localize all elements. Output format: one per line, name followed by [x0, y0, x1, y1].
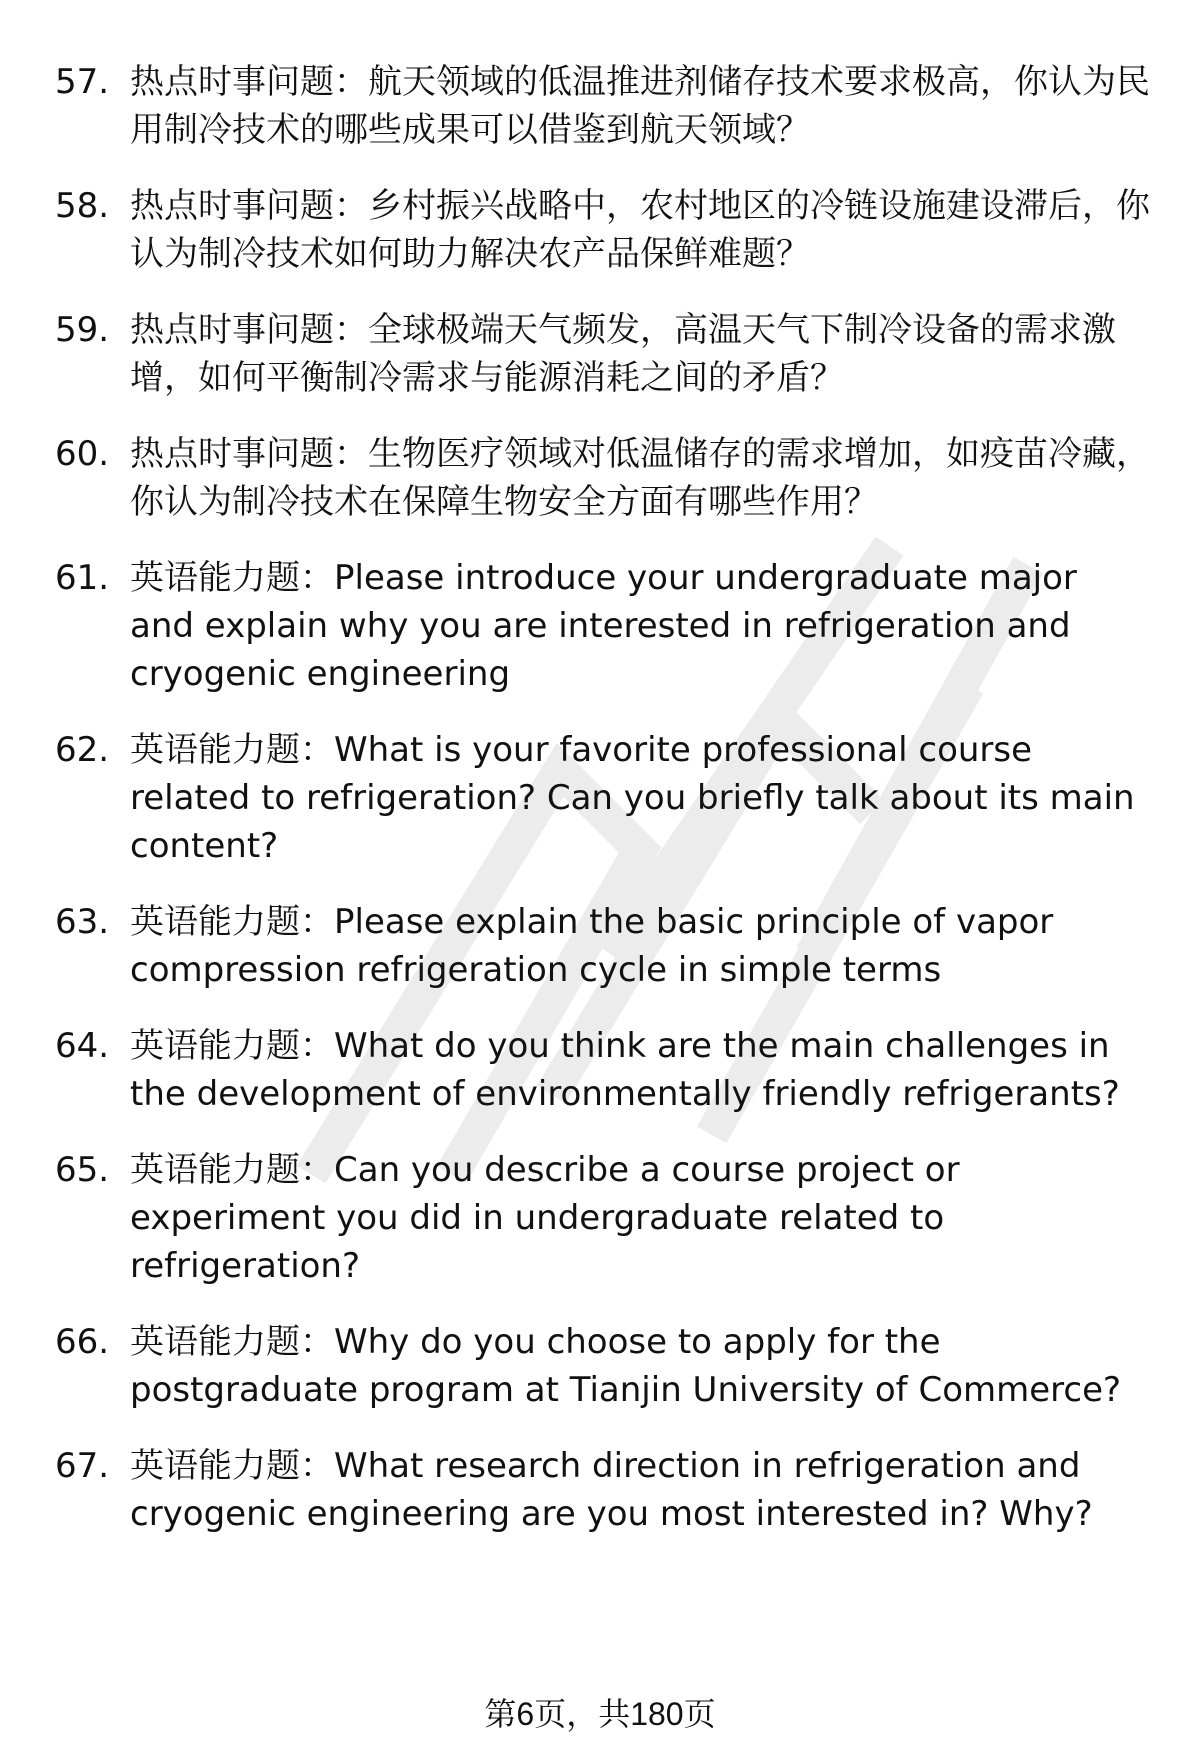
question-item: [0, 306, 1200, 402]
question-text: 全球极端天气频发，高温天气下制冷设备的需求激增，如何平衡制冷需求与能源消耗之间的矛盾？: [130, 310, 1116, 398]
question-item: [0, 554, 1200, 698]
question-number: 61.: [55, 558, 110, 598]
question-number: 63.: [55, 902, 110, 942]
question-category: 英语能力题：: [130, 1322, 334, 1362]
question-category: 英语能力题：: [130, 558, 334, 598]
question-text: Please explain the basic principle of vapor compression refrigeration cycle in simple terms: [130, 902, 1054, 990]
question-number: 57.: [55, 62, 110, 102]
question-body: [130, 1442, 1150, 1538]
question-number: 60.: [55, 434, 110, 474]
question-item: [0, 430, 1200, 526]
question-category: 英语能力题：: [130, 1026, 334, 1066]
question-body: [130, 306, 1150, 402]
question-text: What research direction in refrigeration and cryogenic engineering are you most interested in? Why?: [130, 1446, 1093, 1534]
question-body: [130, 554, 1150, 698]
question-item: [0, 1442, 1200, 1538]
question-body: [130, 182, 1150, 278]
question-number: 59.: [55, 310, 110, 350]
question-number: 62.: [55, 730, 110, 770]
question-text: Can you describe a course project or experiment you did in undergraduate related to refrigeration?: [130, 1150, 960, 1286]
question-item: [0, 1022, 1200, 1118]
question-number: 67.: [55, 1446, 110, 1486]
question-category: 英语能力题：: [130, 730, 334, 770]
question-body: [130, 1022, 1150, 1118]
question-body: [130, 1146, 1150, 1290]
question-item: [0, 1146, 1200, 1290]
question-body: [130, 898, 1150, 994]
question-number: 64.: [55, 1026, 110, 1066]
question-item: [0, 726, 1200, 870]
question-body: [130, 58, 1150, 154]
question-body: [130, 1318, 1150, 1414]
question-item: [0, 182, 1200, 278]
question-text: 航天领域的低温推进剂储存技术要求极高，你认为民用制冷技术的哪些成果可以借鉴到航天领域？: [130, 62, 1150, 150]
question-category: 热点时事问题：: [130, 186, 368, 226]
question-number: 66.: [55, 1322, 110, 1362]
question-category: 热点时事问题：: [130, 62, 368, 102]
question-item: [0, 58, 1200, 154]
question-category: 热点时事问题：: [130, 310, 368, 350]
question-item: [0, 898, 1200, 994]
question-item: [0, 1318, 1200, 1414]
question-text: 生物医疗领域对低温储存的需求增加，如疫苗冷藏，你认为制冷技术在保障生物安全方面有哪些作用？: [130, 434, 1150, 522]
question-category: 热点时事问题：: [130, 434, 368, 474]
question-number: 65.: [55, 1150, 110, 1190]
question-text: What is your favorite professional course related to refrigeration? Can you briefly talk about its main content?: [130, 730, 1135, 866]
question-category: 英语能力题：: [130, 902, 334, 942]
question-category: 英语能力题：: [130, 1446, 334, 1486]
question-number: 58.: [55, 186, 110, 226]
question-text: Please introduce your undergraduate major and explain why you are interested in refrigeration and cryogenic engineering: [130, 558, 1077, 694]
question-body: [130, 726, 1150, 870]
page-indicator: 第6页，共180页: [484, 1696, 716, 1732]
question-body: [130, 430, 1150, 526]
question-text: What do you think are the main challenges in the development of environmentally friendly refrigerants?: [130, 1026, 1120, 1114]
question-category: 英语能力题：: [130, 1150, 334, 1190]
question-text: 乡村振兴战略中，农村地区的冷链设施建设滞后，你认为制冷技术如何助力解决农产品保鲜难题？: [130, 186, 1150, 274]
question-list: [0, 58, 1200, 1566]
question-text: Why do you choose to apply for the postgraduate program at Tianjin University of Commerce?: [130, 1322, 1122, 1410]
